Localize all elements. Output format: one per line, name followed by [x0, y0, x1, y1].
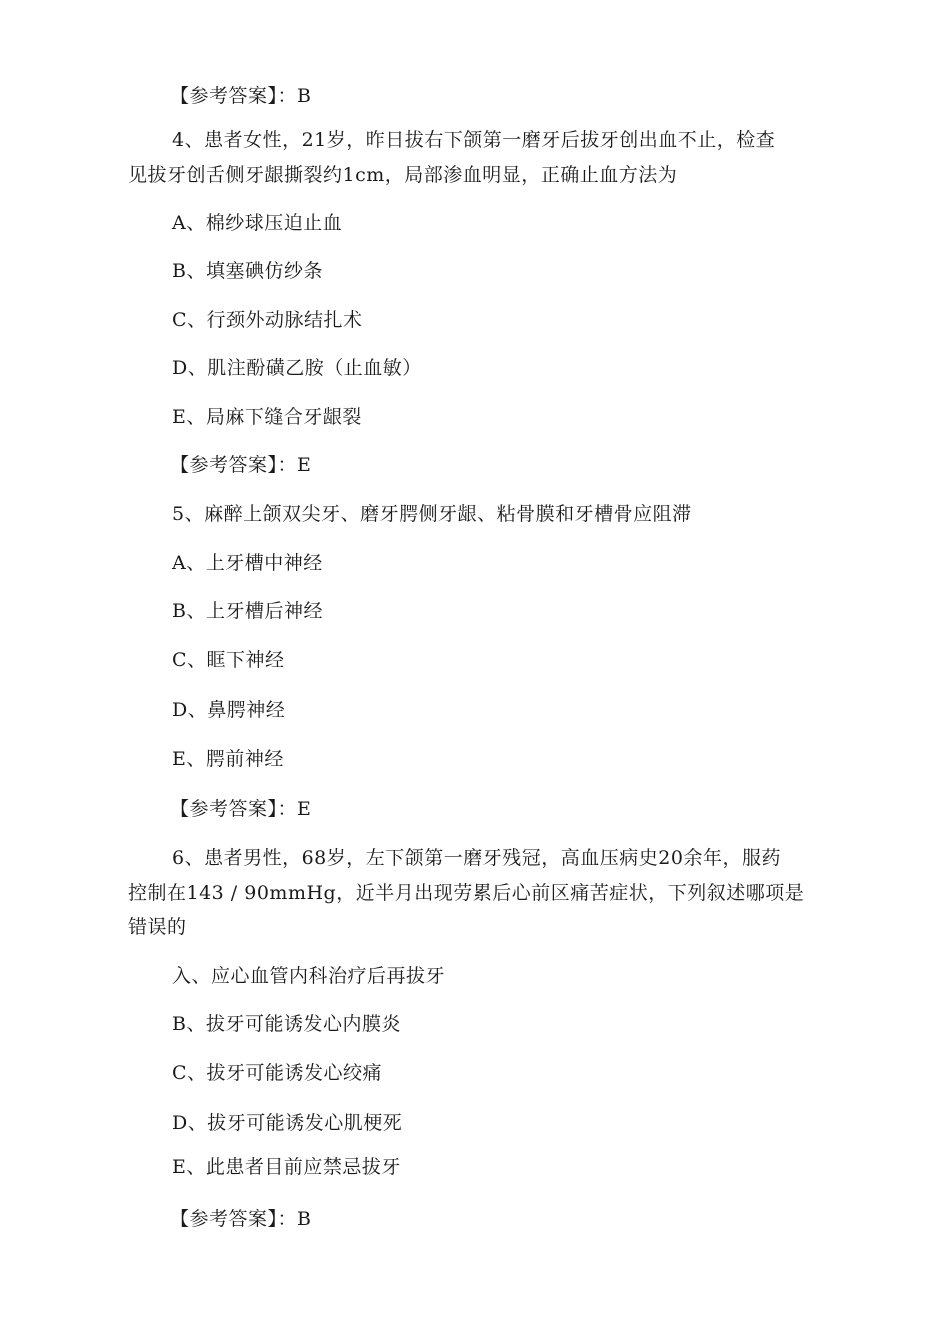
option-item: B、填塞碘仿纱条	[172, 260, 323, 282]
option-item: D、拔牙可能诱发心肌梗死	[172, 1112, 403, 1134]
question-6-line-1: 6、患者男性，68岁，左下颌第一磨牙残冠，高血压病史20余年，服药	[172, 847, 781, 869]
question-4-line-1: 4、患者女性，21岁，昨日拔右下颌第一磨牙后拔牙创出血不止，检查	[172, 129, 776, 151]
question-6-line-3: 错误的	[128, 916, 187, 938]
answer-line: 【参考答案】：E	[170, 798, 312, 820]
answer-line: 【参考答案】：B	[170, 1208, 312, 1230]
option-item: D、肌注酚磺乙胺（止血敏）	[172, 357, 422, 379]
option-item: D、鼻腭神经	[172, 699, 286, 721]
question-6-line-2: 控制在143 / 90mmHg，近半月出现劳累后心前区痛苦症状，下列叙述哪项是	[128, 882, 805, 904]
option-item: B、拔牙可能诱发心内膜炎	[172, 1013, 401, 1035]
option-item: E、局麻下缝合牙龈裂	[172, 406, 362, 428]
option-item: C、拔牙可能诱发心绞痛	[172, 1062, 383, 1084]
question-4-line-2: 见拔牙创舌侧牙龈撕裂约1cm，局部渗血明显，正确止血方法为	[128, 164, 678, 186]
answer-line: 【参考答案】：E	[170, 454, 312, 476]
option-item: A、棉纱球压迫止血	[172, 212, 343, 234]
option-item: C、眶下神经	[172, 649, 285, 671]
option-item: E、此患者目前应禁忌拔牙	[172, 1156, 401, 1178]
option-item: 入、应心血管内科治疗后再拔牙	[172, 965, 446, 987]
option-item: B、上牙槽后神经	[172, 600, 323, 622]
answer-line: 【参考答案】：B	[170, 85, 312, 107]
option-item: E、腭前神经	[172, 748, 284, 770]
option-item: C、行颈外动脉结扎术	[172, 309, 363, 331]
option-item: A、上牙槽中神经	[172, 552, 323, 574]
question-5-line-1: 5、麻醉上颌双尖牙、磨牙腭侧牙龈、粘骨膜和牙槽骨应阻滞	[172, 503, 692, 525]
